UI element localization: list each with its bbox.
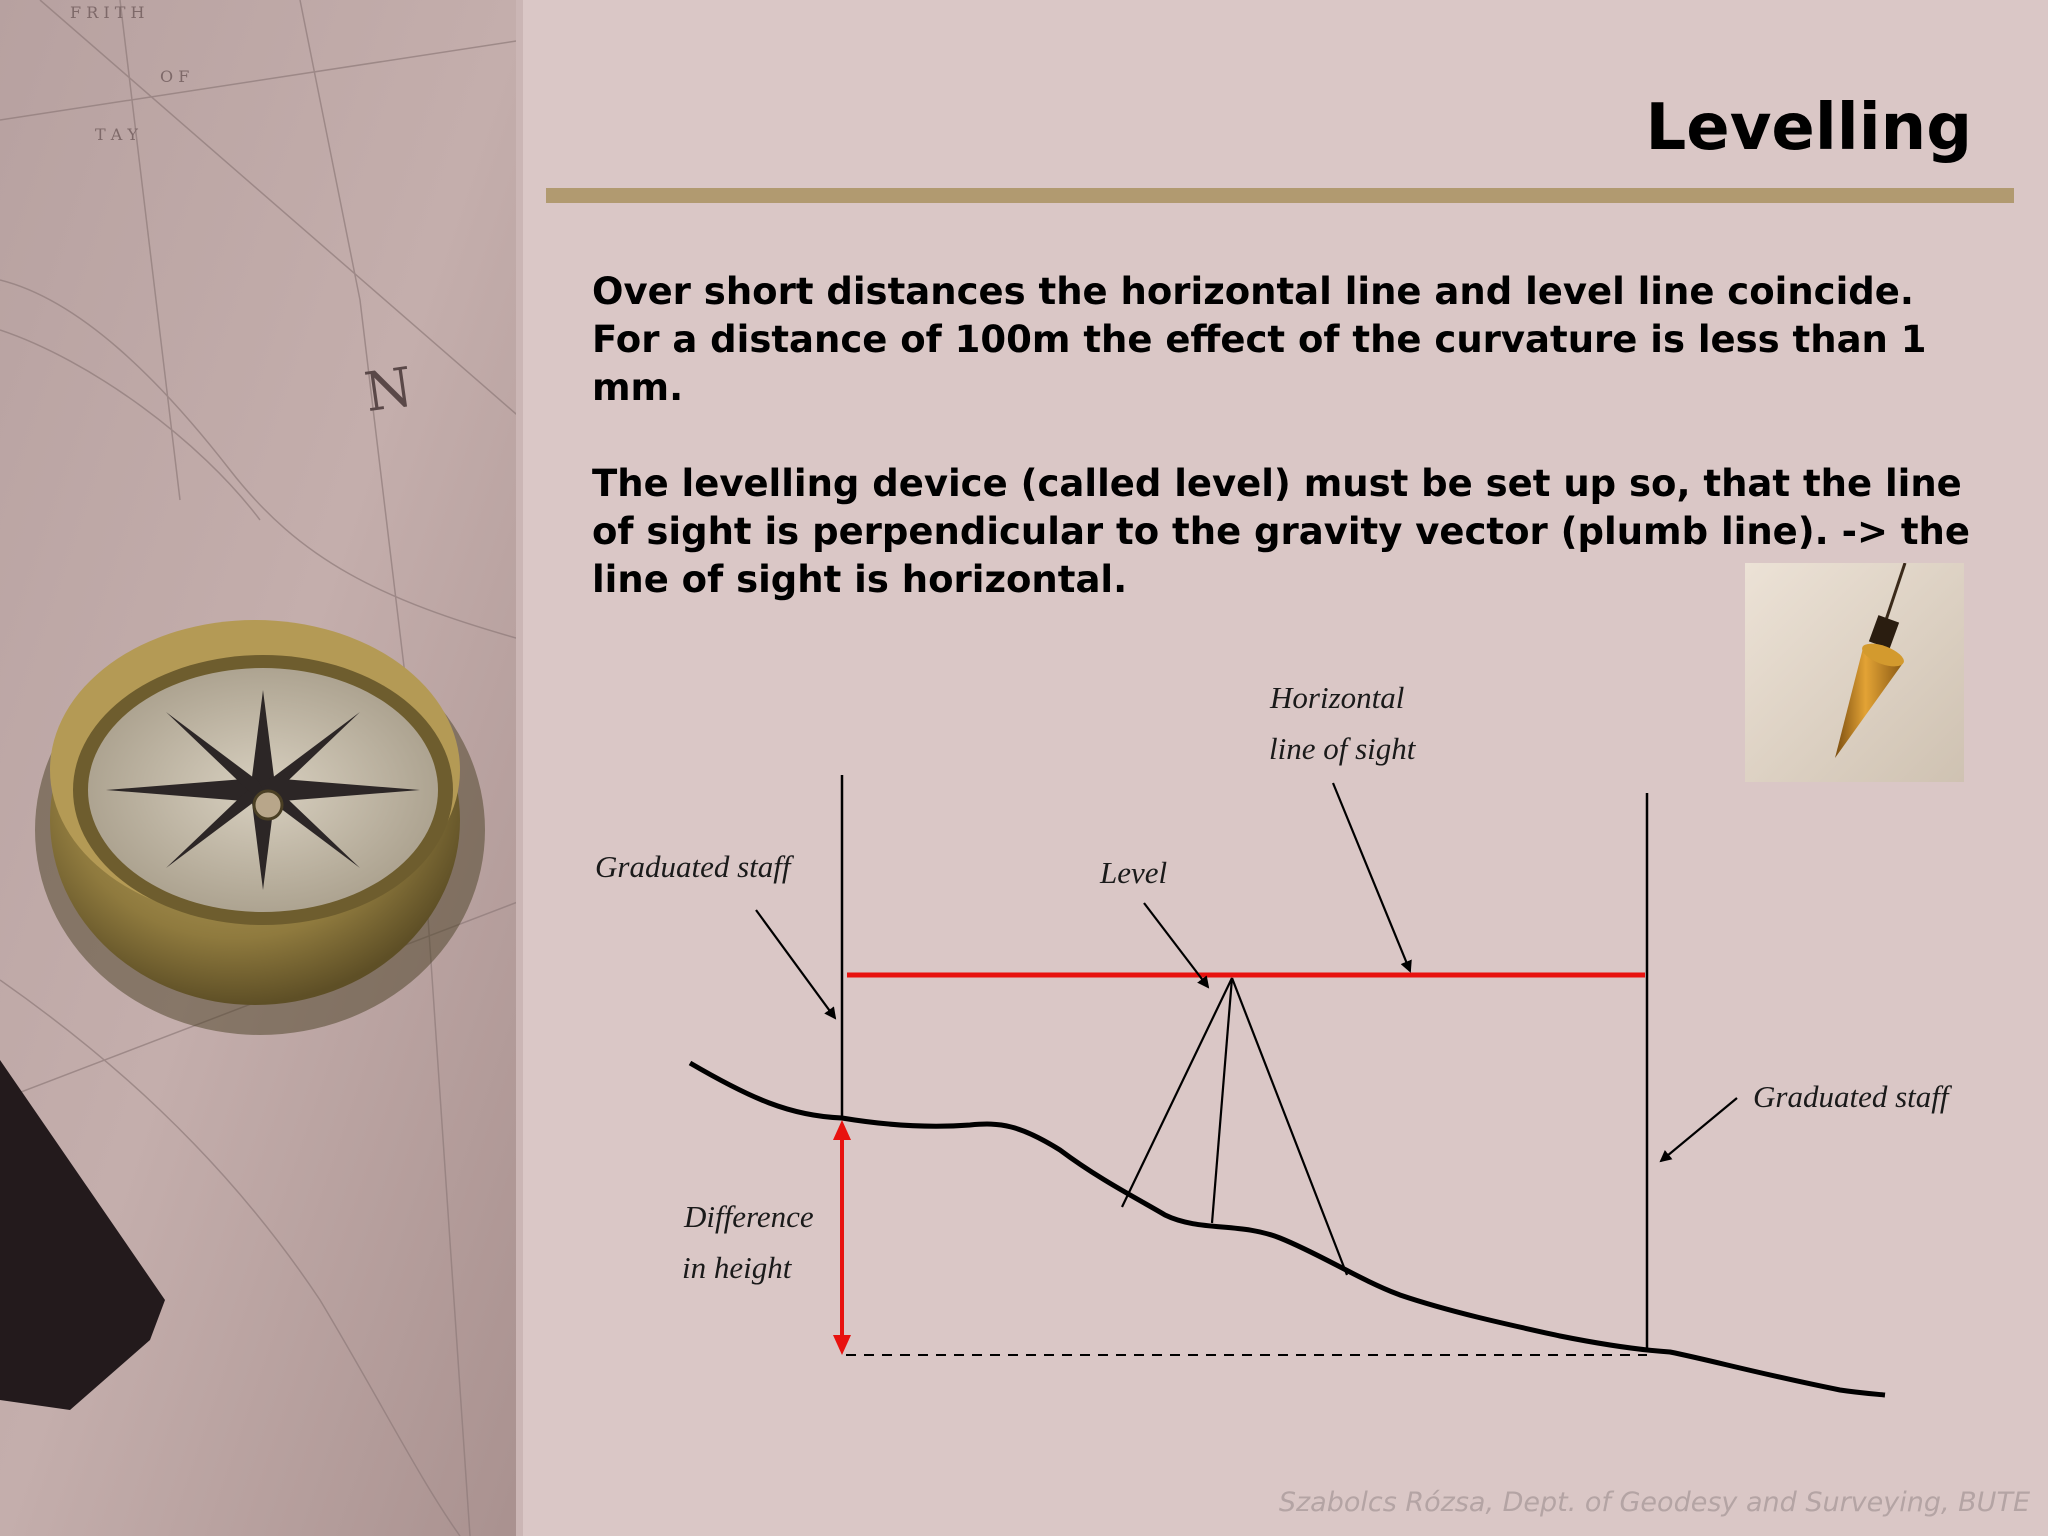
paragraph-curvature: Over short distances the horizontal line and level line coincide. For a distance of 100m the effect of the curvature is less than 1 mm. [592, 270, 1927, 409]
title-divider [546, 188, 2014, 203]
paragraph-line-of-sight: The levelling device (called level) must be set up so, that the line of sight is perpendicular to the gravity vector (plumb line). -> the line of sight is horizontal. [592, 462, 1970, 601]
map-text: F R I T H [70, 3, 145, 22]
label-line-of-sight: line of sight [1269, 731, 1416, 766]
svg-text:T A Y: T A Y [95, 125, 138, 144]
page-title: Levelling [1645, 91, 1972, 165]
svg-text:O F: O F [160, 67, 190, 86]
label-difference: Difference [684, 1199, 814, 1234]
map-north-letter: N [360, 355, 417, 425]
terrain-profile [690, 1063, 1885, 1395]
label-level: Level [1100, 855, 1168, 890]
footer-credit: Szabolcs Rózsa, Dept. of Geodesy and Surveying, BUTE [1278, 1487, 2030, 1518]
label-in-height: in height [682, 1250, 792, 1285]
label-horizontal: Horizontal [1270, 680, 1405, 715]
label-staff-left: Graduated staff [595, 849, 791, 884]
label-staff-right: Graduated staff [1753, 1079, 1949, 1114]
levelling-diagram [560, 660, 2000, 1424]
decorative-map-compass-image [0, 0, 523, 1536]
